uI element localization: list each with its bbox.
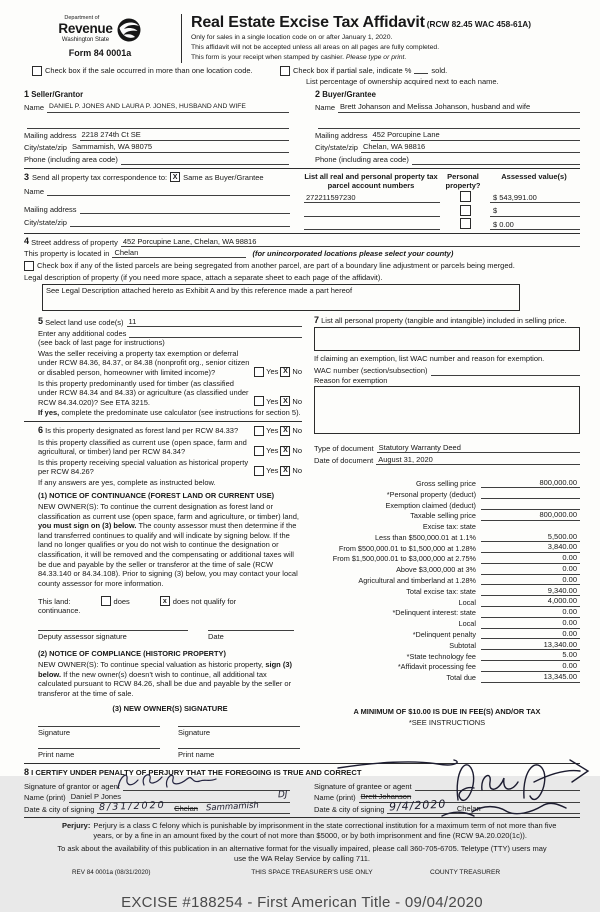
tax-row-value	[481, 498, 580, 499]
buyer-heading: Buyer/Grantee	[322, 90, 376, 100]
tax-row-label: Less than $500,000.01 at 1.1%	[374, 532, 476, 542]
section-4: 4 Street address of property 452 Porcupine Lane, Chelan, WA 98816 This property is located in Chelan (for unincorporated locations please select your county) Check box if any of the listed parcels are being segregated from another parcel, are part of a boundary line adjustment or parcels being merged. Legal description of property (if you need more space, attach a separate sheet to each page of the affidavit). See Legal Description attached hereto as Exhibit A and by this reference made a part hereof	[24, 237, 580, 311]
tax-row-value: 0.00	[481, 607, 580, 618]
segregated-checkbox	[24, 261, 34, 271]
notice-continuance-title: (1) NOTICE OF CONTINUANCE (FOREST LAND OR CURRENT USE)	[38, 491, 275, 501]
this-land-label: This land:	[38, 596, 71, 606]
tax-row	[314, 629, 580, 640]
does-checkbox	[101, 596, 111, 606]
this-land-row: This land: does x does not qualify for	[38, 596, 237, 606]
tax-row-label: *Delinquent interest: state	[392, 608, 476, 618]
tax-row	[314, 477, 580, 488]
tax-row	[314, 672, 580, 683]
personal-property-label: List all personal property (tangible and intangible) included in selling price.	[321, 315, 567, 325]
revenue-logo-icon	[116, 17, 142, 43]
q5-no-checkbox: X	[280, 466, 290, 476]
continuance-label: continuance.	[38, 606, 81, 616]
land-use-field: 11	[127, 317, 303, 328]
q3-yes-checkbox	[254, 426, 264, 436]
header-note-1: Only for sales in a single location code on or after January 1, 2020.	[191, 34, 393, 42]
tax-row-value: 0.00	[481, 618, 580, 629]
tax-row	[314, 661, 580, 672]
header-note-3: This form is your receipt when stamped by cashier.	[191, 53, 344, 61]
assessed-value: $ 543,991.00	[490, 193, 580, 204]
additional-codes-label: Enter any additional codes	[38, 328, 127, 338]
seller-city-field: Sammamish, WA 98075	[70, 142, 289, 153]
parcel-table	[304, 172, 580, 231]
located-in-note: (for unincorporated locations please select your county)	[252, 248, 454, 258]
tax-row-label: *Delinquent penalty	[412, 630, 476, 640]
perjury-label: Perjury:	[62, 821, 91, 831]
grantee-date-label: Date & city of signing	[314, 804, 385, 814]
new-owner-print-line-2: Print name	[178, 748, 300, 760]
tax-row-value: 5,500.00	[481, 532, 580, 543]
buyer-mailing-label: Mailing address	[315, 131, 368, 141]
parcel-col-header: List all real and personal property tax parcel account numbers	[304, 171, 438, 190]
buyer-city-field: Chelan, WA 98816	[361, 142, 580, 153]
county-treasurer-label: COUNTY TREASURER	[430, 868, 501, 876]
seller-phone-label: Phone (including area code)	[24, 155, 118, 165]
section-3: 3 Send all property tax correspondence to: X Same as Buyer/Grantee Name Mailing address City/state/zip	[24, 172, 290, 231]
seller-name-label: Name	[24, 103, 45, 113]
personal-property-box	[314, 327, 580, 351]
corr-name-field	[47, 186, 290, 196]
tax-row-label: Exemption claimed (deduct)	[385, 500, 476, 510]
parcel-row	[304, 217, 580, 231]
new-owner-print-line-1: Print name	[38, 748, 160, 760]
tax-row-value: 3,840.00	[481, 542, 580, 553]
agency-state-line: Washington State	[61, 36, 110, 43]
grantor-sig-label: Signature of grantor or agent	[24, 781, 120, 791]
doc-date-field: August 31, 2020	[376, 455, 580, 466]
assessed-value-col-header: Assessed value(s)	[501, 171, 567, 181]
tax-row-label: Local	[458, 597, 476, 607]
tax-row-label: Gross selling price	[415, 478, 476, 488]
tax-row-label: Subtotal	[449, 640, 476, 650]
partial-sale-label-end: sold.	[431, 65, 448, 75]
tax-row-value: 0.00	[481, 661, 580, 672]
if-any-yes-note: If any answers are yes, complete as instructed below.	[38, 477, 216, 487]
q5-yes-checkbox	[254, 466, 264, 476]
partial-sale-label: Check box if partial sale, indicate %	[293, 65, 412, 75]
grantor-name-label: Name (print)	[24, 793, 66, 803]
tax-row-value: 0.00	[481, 629, 580, 640]
perjury-note	[24, 821, 580, 840]
same-as-buyer-label: Same as Buyer/Grantee	[183, 172, 264, 182]
doc-date-label: Date of document	[314, 455, 374, 465]
divider-above-section-3	[24, 168, 580, 169]
rev-number: REV 84 0001a (08/31/2020)	[72, 868, 151, 876]
segregated-label: Check box if any of the listed parcels are being segregated from another parcel, are part of a boundary line adjustment or parcels being merged.	[37, 261, 515, 271]
doc-type-label: Type of document	[314, 443, 374, 453]
q2-yes-checkbox	[254, 396, 264, 406]
grantee-name-field: Brett Johanson	[359, 792, 580, 803]
reason-exemption-label: Reason for exemption	[314, 375, 388, 385]
grantor-date-label: Date & city of signing	[24, 804, 95, 814]
notice-compliance-body: NEW OWNER(S): To continue special valuation as historic property, sign (3) below. If the new owner(s) doesn't wish to continue, all additional tax calculated pursuant to RCW 84.26, shall be due and payable by the seller or transferor at the time of sale.	[38, 659, 292, 698]
grantee-date-handwriting: 9/4/2020	[389, 797, 448, 814]
tax-row	[314, 607, 580, 618]
tax-row	[314, 542, 580, 553]
buyer-phone-label: Phone (including area code)	[315, 155, 409, 165]
multiple-location-checkbox	[32, 66, 42, 76]
percentage-note: List percentage of ownership acquired next to each name.	[306, 76, 499, 86]
footer-row	[24, 869, 580, 877]
parcel-number	[304, 216, 440, 217]
section-3-label: Send all property tax correspondence to:	[32, 172, 168, 182]
legal-description-box	[42, 284, 520, 311]
deputy-assessor-signature-line: Deputy assessor signature	[38, 630, 188, 642]
q4-no-checkbox: X	[280, 446, 290, 456]
tax-row-label: Local	[458, 619, 476, 629]
new-owner-signature-line-1: Signature	[38, 726, 160, 738]
tax-row	[314, 499, 580, 510]
seller-mailing-label: Mailing address	[24, 131, 77, 141]
corr-mailing-field	[80, 204, 290, 214]
tax-row-value: 5.00	[481, 650, 580, 661]
exemption-deferral-question: Was the seller receiving a property tax exemption or deferral under RCW 84.36, 84.37, or 84.38 (nonprofit org., senior citizen or disabled person, homeowner with limited income)? Yes X No	[38, 348, 302, 378]
parcel-number	[304, 229, 440, 230]
seller-name-field	[47, 103, 289, 113]
header-note-2: This affidavit will not be accepted unless all areas on all pages are fully completed.	[191, 44, 440, 52]
partial-sale-checkbox	[280, 66, 290, 76]
tax-row-label: Above $3,000,000 at 3%	[396, 565, 476, 575]
buyer-name-value: Brett Johanson and Melissa Johanson, husband and wife	[340, 102, 531, 112]
form-title: Real Estate Excise Tax Affidavit	[191, 14, 425, 31]
divider-above-section-8	[24, 763, 580, 764]
located-in-label: This property is located in	[24, 248, 110, 258]
located-in-field: Chelan	[112, 248, 246, 259]
corr-city-field	[70, 217, 290, 227]
deputy-date-line: Date	[208, 630, 294, 642]
buyer-name-field	[338, 102, 580, 113]
tax-row-value: 0.00	[481, 575, 580, 586]
seller-name-value: DANIEL P. JONES AND LAURA P. JONES, HUSBAND AND WIFE	[49, 103, 246, 111]
tax-row-value: 0.00	[481, 553, 580, 564]
parcel-row	[304, 190, 580, 204]
seller-city-label: City/state/zip	[24, 143, 67, 153]
header-note-3-italic: Please type or print.	[345, 53, 407, 61]
q3-no-checkbox: X	[280, 426, 290, 436]
treasurer-space-label: THIS SPACE TREASURER'S USE ONLY	[251, 868, 373, 876]
buyer-mailing-field: 452 Porcupine Lane	[371, 130, 580, 141]
percent-sold-blank	[414, 66, 428, 74]
grantee-signature-block	[314, 780, 580, 815]
tax-row	[314, 531, 580, 542]
tax-row-label: Excise tax: state	[422, 522, 476, 532]
seller-name2-field	[27, 119, 289, 129]
form-header	[24, 12, 580, 63]
tax-row-label: Total excise tax: state	[406, 586, 476, 596]
tax-row-value: 9,340.00	[481, 586, 580, 597]
tax-row	[314, 575, 580, 586]
parcel-rows	[304, 190, 580, 231]
section-8: 8 I CERTIFY UNDER PENALTY OF PERJURY THAT THE FOREGOING IS TRUE AND CORRECT Signature of grantor or agent Name (print) Daniel P Jones DJ Date & city of signing 8/31/2020 Chelan Sammamish Signature of grantee or agent Name (print) Brett Johanson Date & city of signing 9/4/2020 Chelan	[24, 767, 580, 814]
grantee-sig-label: Signature of grantee or agent	[314, 781, 412, 791]
forest-land-question: 6 Is this property designated as forest land per RCW 84.33? Yes X No	[38, 425, 302, 435]
agency-name: Revenue	[58, 21, 113, 37]
current-use-question: Is this property classified as current use (open space, farm and agricultural, or timber) land per RCW 84.34? Yes X No	[38, 437, 302, 457]
tax-row-label: *Personal property (deduct)	[386, 489, 476, 499]
section-6	[38, 425, 302, 759]
grantee-date-field	[387, 799, 580, 814]
agency-logo-block	[24, 12, 176, 63]
tax-row	[314, 510, 580, 521]
tax-row-value: 800,000.00	[481, 478, 580, 489]
grantor-date-field	[97, 801, 290, 814]
street-address-label: Street address of property	[31, 237, 118, 247]
q1-yes-checkbox	[254, 367, 264, 377]
assessed-value: $ 0.00	[490, 220, 580, 231]
new-owners-signature-heading: (3) NEW OWNER(S) SIGNATURE	[112, 704, 228, 714]
does-not-checkbox: x	[160, 596, 170, 606]
certify-statement: I CERTIFY UNDER PENALTY OF PERJURY THAT THE FOREGOING IS TRUE AND CORRECT	[31, 768, 362, 778]
legal-description-text: See Legal Description attached hereto as Exhibit A and by this reference made a part hereof	[46, 285, 353, 295]
section-7: 7 List all personal property (tangible and intangible) included in selling price. If claiming an exemption, list WAC number and reason for exemption. WAC number (section/subsection) Reason for exemption Type of document Statutory Warranty Deed Date of document August 31, 2020	[314, 315, 580, 466]
grantor-name-field: Daniel P Jones DJ	[70, 789, 289, 802]
see-instructions-note: *SEE INSTRUCTIONS	[408, 718, 486, 728]
buyer-name2-field	[318, 119, 580, 129]
tax-row	[314, 618, 580, 629]
exemption-note: If claiming an exemption, list WAC number and reason for exemption.	[314, 354, 545, 364]
accessibility-note: To ask about the availability of this publication in an alternative format for the visually impaired, please call 360-705-6705. Teletype (TTY) users may use the WA Relay Service by calling 711.	[57, 844, 547, 863]
additional-codes-field	[129, 328, 302, 338]
form-number: Form 84 0001a	[68, 48, 132, 59]
tax-row	[314, 564, 580, 575]
header-divider	[181, 14, 182, 63]
new-owner-signature-line-2: Signature	[178, 726, 300, 738]
tax-row-label: Total due	[446, 673, 476, 683]
grantee-city-text: Chelan	[456, 803, 481, 813]
q1-no-checkbox: X	[280, 367, 290, 377]
tax-row-label: *State technology fee	[406, 651, 476, 661]
grantor-signature-block	[24, 780, 290, 815]
divider-section-5-6	[24, 421, 302, 422]
same-as-buyer-checkbox: X	[170, 172, 180, 182]
wac-number-field	[431, 366, 580, 376]
timber-agriculture-question: Is this property predominantly used for timber (as classified under RCW 84.34 and 84.33) or agriculture (as classified under RCW 84.34.020)? See ETA 3215. Yes X No	[38, 378, 302, 407]
land-use-label: Select land use code(s)	[45, 317, 124, 327]
tax-row-label: *Affidavit processing fee	[397, 662, 476, 672]
grantor-initials-handwriting: DJ	[278, 789, 289, 801]
tax-row-label: Taxable selling price	[410, 511, 476, 521]
q2-no-checkbox: X	[280, 396, 290, 406]
grantee-name-label: Name (print)	[314, 793, 356, 803]
if-yes-label: If yes,	[38, 408, 60, 418]
excise-stamp: EXCISE #188254 - First American Title - 09/04/2020	[121, 893, 483, 911]
buyer-phone-field	[412, 155, 580, 165]
tax-row-value: 13,345.00	[481, 672, 580, 683]
tax-row	[314, 521, 580, 532]
corr-mailing-label: Mailing address	[24, 204, 77, 214]
personal-property-checkbox	[460, 218, 471, 229]
assessed-value: $	[490, 206, 580, 217]
notice-compliance-title: (2) NOTICE OF COMPLIANCE (HISTORIC PROPERTY)	[38, 649, 226, 659]
historic-property-question: Is this property receiving special valuation as historical property per RCW 84.26? Yes X No	[38, 457, 302, 477]
tax-row-value: 13,340.00	[481, 640, 580, 651]
parcel-row	[304, 203, 580, 217]
divider-above-section-4	[24, 233, 580, 234]
grantee-sig-field	[415, 781, 580, 791]
buyer-section: 2 Buyer/Grantee Name Brett Johanson and Melissa Johanson, husband and wife Mailing address 452 Porcupine Lane City/state/zip Chelan, WA 98816 Phone (including area code)	[315, 89, 580, 165]
minimum-due-note: A MINIMUM OF $10.00 IS DUE IN FEE(S) AND/OR TAX	[353, 706, 541, 716]
tax-row-value: 4,000.00	[481, 596, 580, 607]
divider-above-perjury	[24, 817, 580, 818]
tax-row	[314, 553, 580, 564]
perjury-text: Perjury is a class C felony which is punishable by imprisonment in the state correctional institution for a maximum term of not more than five years, or by a fine in an amount fixed by the court of not more than $5000, or by both imprisonment and fine (RCW 9A.20.020(1c)).	[93, 821, 557, 840]
seller-heading: Seller/Grantor	[31, 90, 84, 100]
if-yes-text: complete the predominate use calculator (see instructions for section 5).	[61, 408, 301, 418]
tax-row	[314, 488, 580, 499]
tax-row	[314, 639, 580, 650]
corr-name-label: Name	[24, 186, 45, 196]
grantor-date-handwriting: 8/31/2020	[99, 799, 167, 814]
tax-row	[314, 650, 580, 661]
notice-continuance-body: NEW OWNER(S): To continue the current designation as forest land or classification as current use (open space, farm and agriculture, or timber) land, you must sign on (3) below. The county assessor must then determine if the land transferred continues to qualify and will indicate by signing below. If the land no longer qualifies or you do not wish to continue the designation or classification, it will be removed and the compensating or additional taxes will be due and payable by the seller or transferor at the time of sale (RCW 84.33.140 or 84.34.108). Prior to signing (3) below, you may contact your local county assessor for more information.	[38, 501, 299, 588]
personal-property-col-header: Personal property?	[445, 171, 481, 190]
back-page-note: (see back of last page for instructions)	[38, 338, 165, 348]
grantor-city-handwriting: Sammamish	[205, 800, 259, 814]
section-5: 5 Select land use code(s) 11 Enter any additional codes (see back of last page for instructions) Was the seller receiving a property tax exemption or deferral under RCW 84.36, 84.37, or 84.38 (nonprofit org., senior citizen or disabled person, homeowner with limited income)? Yes X No Is this property predominantly used for timber (as classified under RCW 84.34 and 84.33) or agriculture (as classified under RCW 84.34.020)? See ETA 3215. Yes X No If yes, complete the predominate use calculator (see instructions for section 5).	[38, 315, 302, 418]
street-address-field: 452 Porcupine Lane, Chelan, WA 98816	[121, 237, 580, 248]
grantor-city-struck: Chelan	[174, 803, 198, 813]
doc-type-field: Statutory Warranty Deed	[377, 443, 580, 454]
form-title-rcw: (RCW 82.45 WAC 458-61A)	[426, 19, 531, 29]
tax-row-label: Agricultural and timberland at 1.28%	[358, 576, 476, 586]
excise-tax-table	[314, 477, 580, 682]
seller-phone-field	[121, 155, 289, 165]
multiple-location-label: Check box if the sale occurred in more than one location code.	[45, 65, 253, 75]
reason-exemption-box	[314, 386, 580, 434]
wac-number-label: WAC number (section/subsection)	[314, 366, 428, 376]
tax-row-label: From $1,500,000.01 to $3,000,000 at 2.75%	[332, 554, 476, 564]
seller-section: 1 Seller/Grantor Name DANIEL P. JONES AND LAURA P. JONES, HUSBAND AND WIFE Mailing address 2218 274th Ct SE City/state/zip Sammamish, WA 98075 Phone (including area code)	[24, 89, 289, 165]
corr-city-label: City/state/zip	[24, 217, 67, 227]
legal-description-label: Legal description of property (if you need more space, attach a separate sheet to each page of the affidavit).	[24, 273, 383, 283]
tax-row	[314, 596, 580, 607]
buyer-city-label: City/state/zip	[315, 143, 358, 153]
top-checkboxes	[32, 66, 580, 87]
tax-row-label: From $500,000.01 to $1,500,000 at 1.28%	[338, 543, 476, 553]
tax-row-value: 800,000.00	[481, 510, 580, 521]
buyer-name-label: Name	[315, 103, 336, 113]
q4-yes-checkbox	[254, 446, 264, 456]
personal-property-checkbox	[460, 191, 471, 202]
seller-mailing-field: 2218 274th Ct SE	[80, 130, 289, 141]
personal-property-checkbox	[460, 205, 471, 216]
tax-row	[314, 585, 580, 596]
tax-row-value: 0.00	[481, 564, 580, 575]
parcel-number: 272211597230	[304, 193, 440, 204]
agency-dept-line: Department of	[64, 15, 100, 21]
